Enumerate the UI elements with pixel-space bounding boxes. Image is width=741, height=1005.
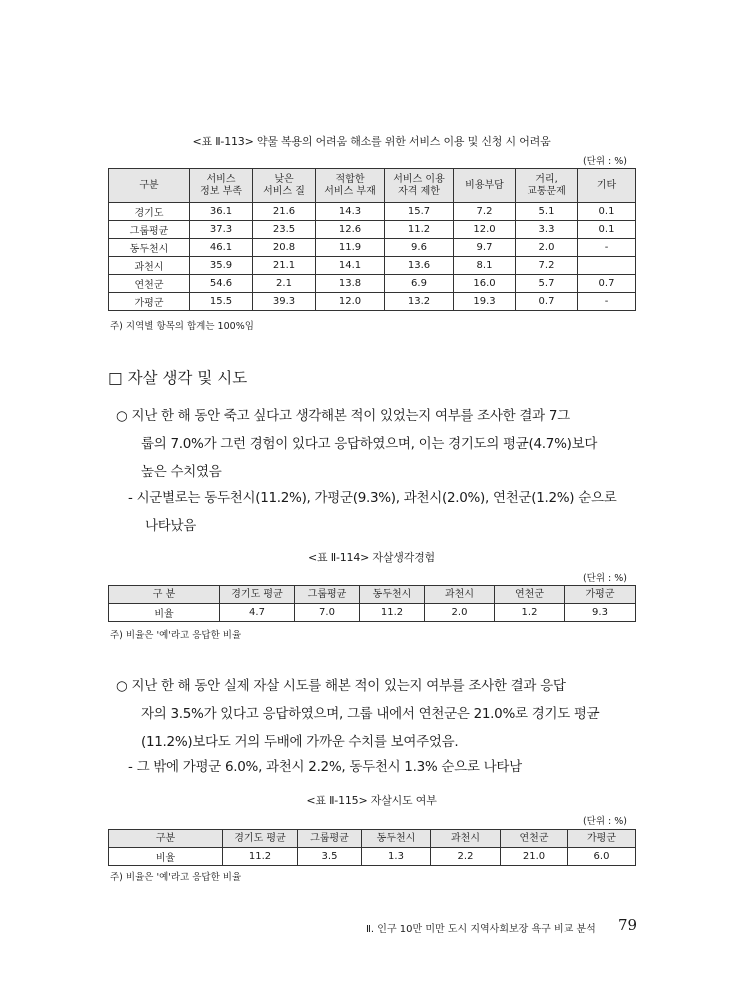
table-cell: 3.3 bbox=[516, 221, 578, 239]
table-cell: 과천시 bbox=[109, 257, 190, 275]
table-cell: 12.0 bbox=[316, 293, 385, 311]
table-113-header: 구분 bbox=[109, 169, 190, 203]
table-113 bbox=[108, 168, 636, 311]
table-cell: 46.1 bbox=[190, 239, 253, 257]
table-cell: 7.2 bbox=[454, 203, 516, 221]
table-cell: 19.3 bbox=[454, 293, 516, 311]
table-cell: 14.1 bbox=[316, 257, 385, 275]
text-line: ○ 지난 한 해 동안 죽고 싶다고 생각해본 적이 있었는지 여부를 조사한 결과 7그 bbox=[116, 408, 570, 424]
table-cell: 3.5 bbox=[298, 848, 362, 866]
table-115-header: 연천군 bbox=[501, 830, 568, 848]
text-line: ○ 지난 한 해 동안 실제 자살 시도를 해본 적이 있는지 여부를 조사한 결과 응답 bbox=[116, 678, 566, 694]
table-cell: 21.1 bbox=[253, 257, 316, 275]
table-cell: 1.3 bbox=[362, 848, 431, 866]
table-114-header: 구 분 bbox=[109, 586, 220, 604]
table-cell: 6.0 bbox=[568, 848, 636, 866]
table-cell: 21.0 bbox=[501, 848, 568, 866]
table-cell: 2.1 bbox=[253, 275, 316, 293]
table-113-caption: <표 Ⅱ-113> 약물 복용의 어려움 해소를 위한 서비스 이용 및 신청 시 어려움 bbox=[192, 135, 551, 148]
table-cell: 동두천시 bbox=[109, 239, 190, 257]
table-114-unit: (단위 : %) bbox=[582, 573, 627, 584]
table-cell: 경기도 bbox=[109, 203, 190, 221]
table-115-unit: (단위 : %) bbox=[582, 816, 627, 827]
text-line: - 그 밖에 가평군 6.0%, 과천시 2.2%, 동두천시 1.3% 순으로 나타남 bbox=[128, 759, 522, 775]
table-115-header: 경기도 평균 bbox=[223, 830, 298, 848]
table-cell: 15.5 bbox=[190, 293, 253, 311]
table-cell: 비율 bbox=[109, 604, 220, 622]
sub-paragraph-2 bbox=[128, 753, 640, 781]
table-113-header: 서비스 이용 자격 제한 bbox=[385, 169, 454, 203]
table-cell: 15.7 bbox=[385, 203, 454, 221]
table-cell: 0.1 bbox=[578, 203, 636, 221]
table-cell: 11.9 bbox=[316, 239, 385, 257]
table-114-note: 주) 비율은 '예'라고 응답한 비율 bbox=[110, 630, 242, 641]
table-cell: 8.1 bbox=[454, 257, 516, 275]
table-cell: 39.3 bbox=[253, 293, 316, 311]
table-row bbox=[109, 239, 636, 257]
table-cell: 37.3 bbox=[190, 221, 253, 239]
table-cell: 35.9 bbox=[190, 257, 253, 275]
table-cell: 5.7 bbox=[516, 275, 578, 293]
table-row bbox=[109, 203, 636, 221]
table-cell: 6.9 bbox=[385, 275, 454, 293]
sub-paragraph-1 bbox=[128, 484, 640, 540]
table-113-note: 주) 지역별 항목의 합계는 100%임 bbox=[110, 321, 254, 332]
table-113-header: 서비스 정보 부족 bbox=[190, 169, 253, 203]
table-cell: - bbox=[578, 293, 636, 311]
table-row bbox=[109, 257, 636, 275]
paragraph-1 bbox=[116, 402, 640, 486]
table-cell: - bbox=[578, 239, 636, 257]
table-row bbox=[109, 604, 636, 622]
table-cell: 2.0 bbox=[425, 604, 495, 622]
text-line: (11.2%)보다도 거의 두배에 가까운 수치를 보여주었음. bbox=[141, 734, 459, 750]
table-cell: 14.3 bbox=[316, 203, 385, 221]
table-cell: 7.0 bbox=[295, 604, 360, 622]
table-cell: 13.8 bbox=[316, 275, 385, 293]
table-cell: 5.1 bbox=[516, 203, 578, 221]
table-113-unit: (단위 : %) bbox=[582, 156, 627, 167]
table-cell: 16.0 bbox=[454, 275, 516, 293]
page-footer: Ⅱ. 인구 10만 미만 도시 지역사회보장 욕구 비교 분석 bbox=[366, 924, 596, 935]
table-114-header: 동두천시 bbox=[360, 586, 425, 604]
table-114-header: 과천시 bbox=[425, 586, 495, 604]
table-113-header: 낮은 서비스 질 bbox=[253, 169, 316, 203]
table-cell: 2.2 bbox=[431, 848, 501, 866]
table-115-header: 과천시 bbox=[431, 830, 501, 848]
table-cell: 21.6 bbox=[253, 203, 316, 221]
table-cell: 36.1 bbox=[190, 203, 253, 221]
table-cell: 23.5 bbox=[253, 221, 316, 239]
table-cell: 가평군 bbox=[109, 293, 190, 311]
table-113-header: 기타 bbox=[578, 169, 636, 203]
table-cell: 9.7 bbox=[454, 239, 516, 257]
table-cell: 비율 bbox=[109, 848, 223, 866]
table-cell: 9.3 bbox=[565, 604, 636, 622]
table-114-header: 그룹평균 bbox=[295, 586, 360, 604]
table-cell: 9.6 bbox=[385, 239, 454, 257]
table-cell: 11.2 bbox=[360, 604, 425, 622]
table-row bbox=[109, 221, 636, 239]
table-cell: 연천군 bbox=[109, 275, 190, 293]
table-row bbox=[109, 848, 636, 866]
table-cell: 11.2 bbox=[223, 848, 298, 866]
table-cell: 2.0 bbox=[516, 239, 578, 257]
section-heading: □ 자살 생각 및 시도 bbox=[108, 369, 248, 387]
table-cell: 12.0 bbox=[454, 221, 516, 239]
table-114-header: 경기도 평균 bbox=[220, 586, 295, 604]
table-115-header: 가평군 bbox=[568, 830, 636, 848]
table-cell: 20.8 bbox=[253, 239, 316, 257]
table-cell: 11.2 bbox=[385, 221, 454, 239]
table-113-header: 적합한 서비스 부재 bbox=[316, 169, 385, 203]
table-cell: 13.6 bbox=[385, 257, 454, 275]
table-cell: 54.6 bbox=[190, 275, 253, 293]
table-114-header: 연천군 bbox=[495, 586, 565, 604]
table-row bbox=[109, 275, 636, 293]
text-line: - 시군별로는 동두천시(11.2%), 가평군(9.3%), 과천시(2.0%), 연천군(1.2%) 순으로 bbox=[128, 490, 617, 506]
text-line: 높은 수치였음 bbox=[141, 464, 222, 480]
table-115-note: 주) 비율은 '예'라고 응답한 비율 bbox=[110, 872, 242, 883]
table-cell: 13.2 bbox=[385, 293, 454, 311]
table-115-header: 동두천시 bbox=[362, 830, 431, 848]
table-cell: 0.1 bbox=[578, 221, 636, 239]
table-113-header: 비용부담 bbox=[454, 169, 516, 203]
table-cell: 0.7 bbox=[516, 293, 578, 311]
text-line: 나타났음 bbox=[145, 518, 196, 534]
table-cell: 4.7 bbox=[220, 604, 295, 622]
table-114-caption: <표 Ⅱ-114> 자살생각경험 bbox=[308, 551, 435, 564]
table-cell: 1.2 bbox=[495, 604, 565, 622]
page-number: 79 bbox=[618, 916, 638, 934]
paragraph-2 bbox=[116, 672, 640, 756]
table-cell bbox=[578, 257, 636, 275]
table-114 bbox=[108, 585, 636, 622]
table-113-header: 거리, 교통문제 bbox=[516, 169, 578, 203]
text-line: 룹의 7.0%가 그런 경험이 있다고 응답하였으며, 이는 경기도의 평균(4.7%)보다 bbox=[141, 436, 598, 452]
table-115-header: 그룹평균 bbox=[298, 830, 362, 848]
table-115-caption: <표 Ⅱ-115> 자살시도 여부 bbox=[306, 794, 437, 807]
table-cell: 0.7 bbox=[578, 275, 636, 293]
table-114-header: 가평군 bbox=[565, 586, 636, 604]
table-cell: 7.2 bbox=[516, 257, 578, 275]
table-115 bbox=[108, 829, 636, 866]
table-115-header: 구분 bbox=[109, 830, 223, 848]
text-line: 자의 3.5%가 있다고 응답하였으며, 그룹 내에서 연천군은 21.0%로 경기도 평균 bbox=[141, 706, 600, 722]
table-cell: 12.6 bbox=[316, 221, 385, 239]
table-cell: 그룹평균 bbox=[109, 221, 190, 239]
table-row bbox=[109, 293, 636, 311]
